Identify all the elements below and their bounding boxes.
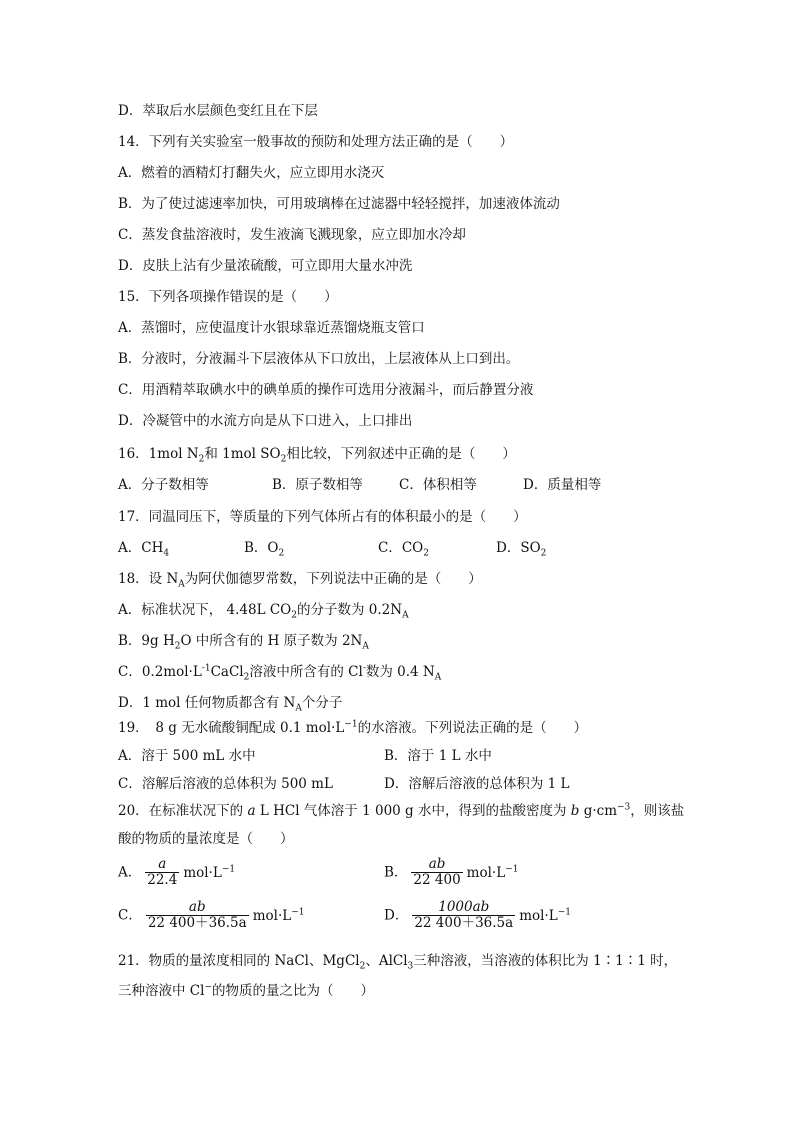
q21-stem-line2: 三种溶液中 Cl−的物质的量之比为（ ） xyxy=(118,982,374,999)
q20-option-b: B． $\frac{ab}{22 400}$ $mol\cdot L^{-1}$ xyxy=(384,856,519,888)
q18-option-d: D．1 mol 任何物质都含有 $N_A$个分子 xyxy=(118,695,343,714)
q19-option-c: C．溶解后溶液的总体积为 500 mL xyxy=(118,776,333,792)
fraction: $\frac{ab}{22 400}$ xyxy=(413,856,461,888)
q17-stem: 17．同温同压下，等质量的下列气体所占有的体积最小的是（ ） xyxy=(118,509,527,525)
q19-option-b: B．溶于 1 L 水中 xyxy=(384,748,492,764)
q13-option-d: D．萃取后水层颜色变红且在下层 xyxy=(118,103,318,119)
q16-option-a: A．分子数相等 xyxy=(118,477,209,493)
q14-option-d: D．皮肤上沾有少量浓硫酸，可立即用大量水冲洗 xyxy=(118,258,413,274)
fraction: $\frac{1000ab}{22 400+36.5a}$ xyxy=(414,899,514,931)
q20-stem: 20．在标准状况下的 a L HCl 气体溶于 1 000 g 水中，得到的盐酸密度为 b $g\cdot cm^{-3}$，则该盐 xyxy=(118,802,685,819)
q16-option-b: B．原子数相等 xyxy=(272,477,363,493)
q15-option-d: D．冷凝管中的水流方向是从下口进入，上口排出 xyxy=(118,413,413,429)
q19-option-d: D．溶解后溶液的总体积为 1 L xyxy=(384,776,570,792)
q15-option-b: B．分液时，分液漏斗下层液体从下口放出，上层液体从上口到出。 xyxy=(118,351,520,367)
q20-stem-line2: 酸的物质的量浓度是（ ） xyxy=(118,831,294,847)
q16-option-c: C．体积相等 xyxy=(399,477,477,493)
q18-option-a: A．标准状况下， 4.48L $CO_2$的分子数为 $0.2N_A$ xyxy=(118,602,409,621)
q15-option-a: A．蒸馏时，应使温度计水银球靠近蒸馏烧瓶支管口 xyxy=(118,320,425,336)
q14-option-c: C．蒸发食盐溶液时，发生液滴飞溅现象，应立即加水冷却 xyxy=(118,227,466,243)
q16-options xyxy=(118,475,678,495)
q18-option-b: B．9g $H_2O$ 中所含有的 H 原子数为 $2N_A$ xyxy=(118,633,369,652)
fraction: $\frac{ab}{22 400+36.5a}$ xyxy=(147,899,247,931)
q19-options-row1 xyxy=(118,746,678,766)
q14-stem: 14．下列有关实验室一般事故的预防和处理方法正确的是（ ） xyxy=(118,134,514,150)
q19-options-row2 xyxy=(118,774,678,794)
q18-stem: 18．设 $N_A$为阿伏伽德罗常数，下列说法中正确的是（ ） xyxy=(118,571,482,590)
q17-option-c: C．$CO_2$ xyxy=(378,540,429,559)
q17-options xyxy=(118,538,678,558)
q14-option-b: B．为了使过滤速率加快，可用玻璃棒在过滤器中轻轻搅拌，加速液体流动 xyxy=(118,196,560,212)
q21-stem: 21．物质的量浓度相同的 NaCl、MgCl$_2$、AlCl$_3$三种溶液，当溶液的体积比为 1∶1∶1 时， xyxy=(118,953,678,972)
q17-option-b: B．$O_2$ xyxy=(244,540,285,559)
q20-option-c: C． $\frac{ab}{22 400+36.5a}$ $mol\cdot L^{-1}$ xyxy=(118,899,305,931)
q15-stem: 15．下列各项操作错误的是（ ） xyxy=(118,289,338,305)
q20-option-a: A． $\frac{a}{22.4}$ $mol\cdot L^{-1}$ xyxy=(118,856,236,888)
q17-option-a: A．$CH_4$ xyxy=(118,540,170,559)
q20-option-d: D． $\frac{1000ab}{22 400+36.5a}$ $mol\cdot L^{-1}$ xyxy=(384,899,571,931)
q20-options-row1 xyxy=(118,857,678,893)
fraction: $\frac{a}{22.4}$ xyxy=(147,856,178,888)
q15-option-c: C．用酒精萃取碘水中的碘单质的操作可选用分液漏斗，而后静置分液 xyxy=(118,382,534,398)
q16-option-d: D．质量相等 xyxy=(523,477,602,493)
q14-option-a: A．燃着的酒精灯打翻失火，应立即用水浇灭 xyxy=(118,165,385,181)
q19-stem: 19． 8 g 无水硫酸铜配成 0.1 $mol\cdot L^{-1}$的水溶液。下列说法正确的是（ ） xyxy=(118,719,588,736)
q18-option-c: C．$0.2mol\cdot L^{-1}CaCl_2$溶液中所含有的 Cl-数为 0.4 $N_A$ xyxy=(118,663,442,683)
q20-options-row2 xyxy=(118,900,678,936)
q17-option-d: D．$SO_2$ xyxy=(496,540,547,559)
q19-option-a: A．溶于 500 mL 水中 xyxy=(118,748,256,764)
q16-stem: 16．1mol $N_2$和 1mol $SO_2$相比较，下列叙述中正确的是（ ） xyxy=(118,446,516,465)
